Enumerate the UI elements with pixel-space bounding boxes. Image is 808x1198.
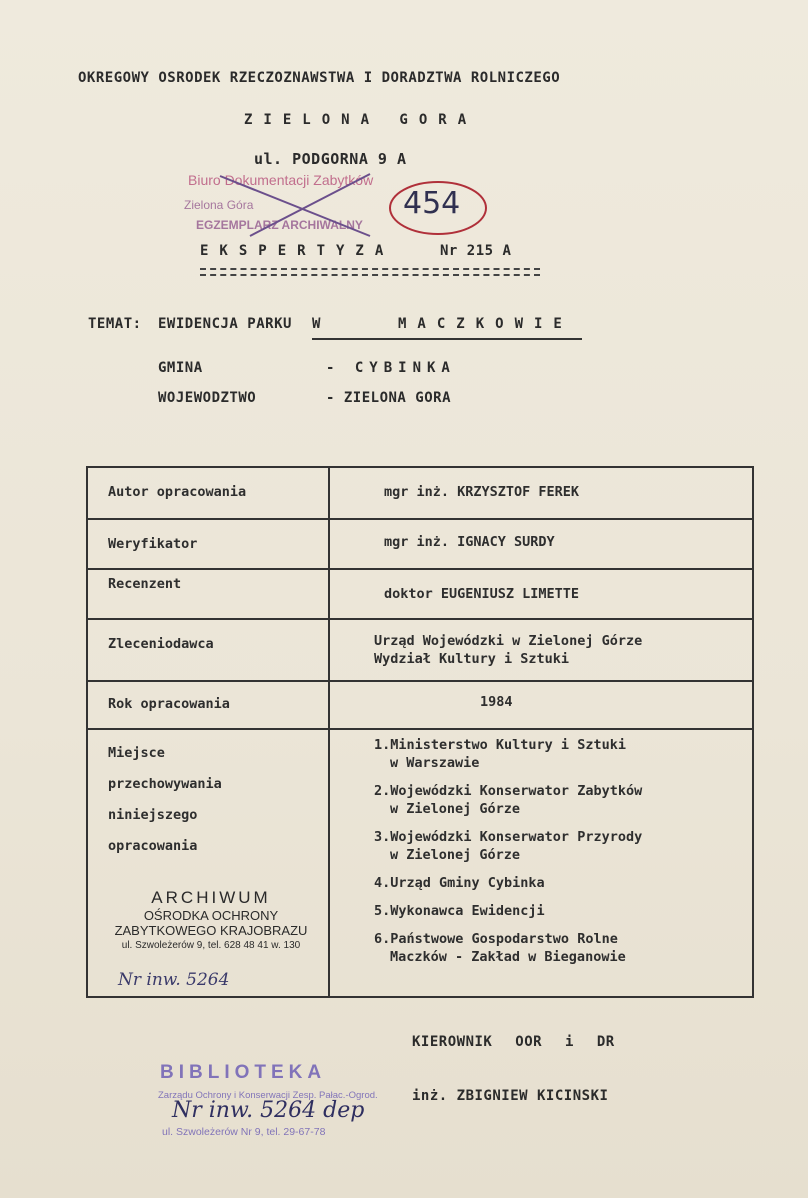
storage-label-2: przechowywania [108,776,222,792]
row-label-reviewer: Recenzent [87,569,329,619]
row-value-verifier: mgr inż. IGNACY SURDY [329,519,753,569]
table-row [87,681,753,729]
expertise-label: EKSPERTYZA [200,243,395,259]
expertise-number: Nr 215 A [440,243,512,259]
topic-place-prefix: W [312,316,321,332]
table-row [87,729,753,997]
row-value-year: 1984 [329,681,753,729]
underline-1 [200,268,540,270]
row-label-verifier: Weryfikator [87,519,329,569]
row-value-author: mgr inż. KRZYSZTOF FEREK [329,467,753,519]
inventory-number: 454 [403,186,461,221]
archive-handwritten-number: Nr inw. 5264 [118,970,230,990]
list-item: 1.Ministerstwo Kultury i Sztuki w Warszawie [374,737,626,771]
doc-bureau-stamp-line1: Biuro Dokumentacji Zabytków [188,172,374,188]
underline-2 [200,274,540,276]
client-line-1: Urząd Wojewódzki w Zielonej Górze [374,633,643,649]
table-row [87,519,753,569]
table-row [87,619,753,681]
table-row [87,467,753,519]
cross-out-mark [180,166,410,246]
row-value-client [329,619,753,681]
row-value-storage [329,729,753,997]
storage-label-1: Miejsce [108,745,165,761]
archive-stamp-line2: OŚRODKA OCHRONY [143,908,279,923]
row-label-storage [87,729,329,997]
archive-stamp [98,888,324,951]
list-item: 4.Urząd Gminy Cybinka [374,875,545,891]
list-item: 2.Wojewódzki Konserwator Zabytków w Zielonej Górze [374,783,643,817]
gmina-value: - CYBINKA [326,360,456,376]
list-item: 6.Państwowe Gospodarstwo Rolne Maczków - Zakład w Bieganowie [374,931,626,965]
doc-bureau-stamp-line3: EGZEMPLARZ ARCHIWALNY [196,218,363,232]
doc-bureau-stamp-line2: Zielona Góra [184,198,254,212]
address: ul. PODGORNA 9 A [254,150,407,168]
woj-value: - ZIELONA GORA [326,390,452,406]
org-name: OKREGOWY OSRODEK RZECZOZNAWSTWA I DORADZTWA ROLNICZEGO [78,70,561,86]
archive-stamp-line3: ZABYTKOWEGO KRAJOBRAZU [114,923,308,938]
list-item: 5.Wykonawca Ewidencji [374,903,545,919]
table-row [87,569,753,619]
row-label-year: Rok opracowania [87,681,329,729]
row-value-reviewer: doktor EUGENIUSZ LIMETTE [329,569,753,619]
storage-label-4: opracowania [108,838,198,854]
library-stamp-line1: BIBLIOTEKA [160,1062,327,1083]
gmina-label: GMINA [158,360,203,376]
archive-stamp-line1: ARCHIWUM [151,888,271,907]
storage-label-3: niniejszego [108,807,198,823]
library-stamp-line3: ul. Szwoleżerów Nr 9, tel. 29-67-78 [162,1126,326,1138]
row-label-author: Autor opracowania [87,467,329,519]
topic-underline [312,338,582,340]
archive-stamp-line4: ul. Szwoleżerów 9, tel. 628 48 41 w. 130 [121,940,301,951]
topic-place: MACZKOWIE [398,316,573,332]
city-name: ZIELONA GORA [244,112,478,128]
signature-name: inż. ZBIGNIEW KICINSKI [412,1088,609,1104]
signature-title: KIEROWNIK OOR i DR [412,1034,615,1050]
library-handwritten-number: Nr inw. 5264 dep [172,1098,365,1123]
woj-label: WOJEWODZTWO [158,390,257,406]
topic-label: TEMAT: [88,316,142,332]
library-stamp-line2: Zarządu Ochrony i Konserwacji Zesp. Pałac.-Ogrod. [158,1090,378,1101]
list-item: 3.Wojewódzki Konserwator Przyrody w Zielonej Górze [374,829,643,863]
topic-text: EWIDENCJA PARKU [158,316,292,332]
row-label-client: Zleceniodawca [87,619,329,681]
client-line-2: Wydział Kultury i Sztuki [374,651,570,667]
